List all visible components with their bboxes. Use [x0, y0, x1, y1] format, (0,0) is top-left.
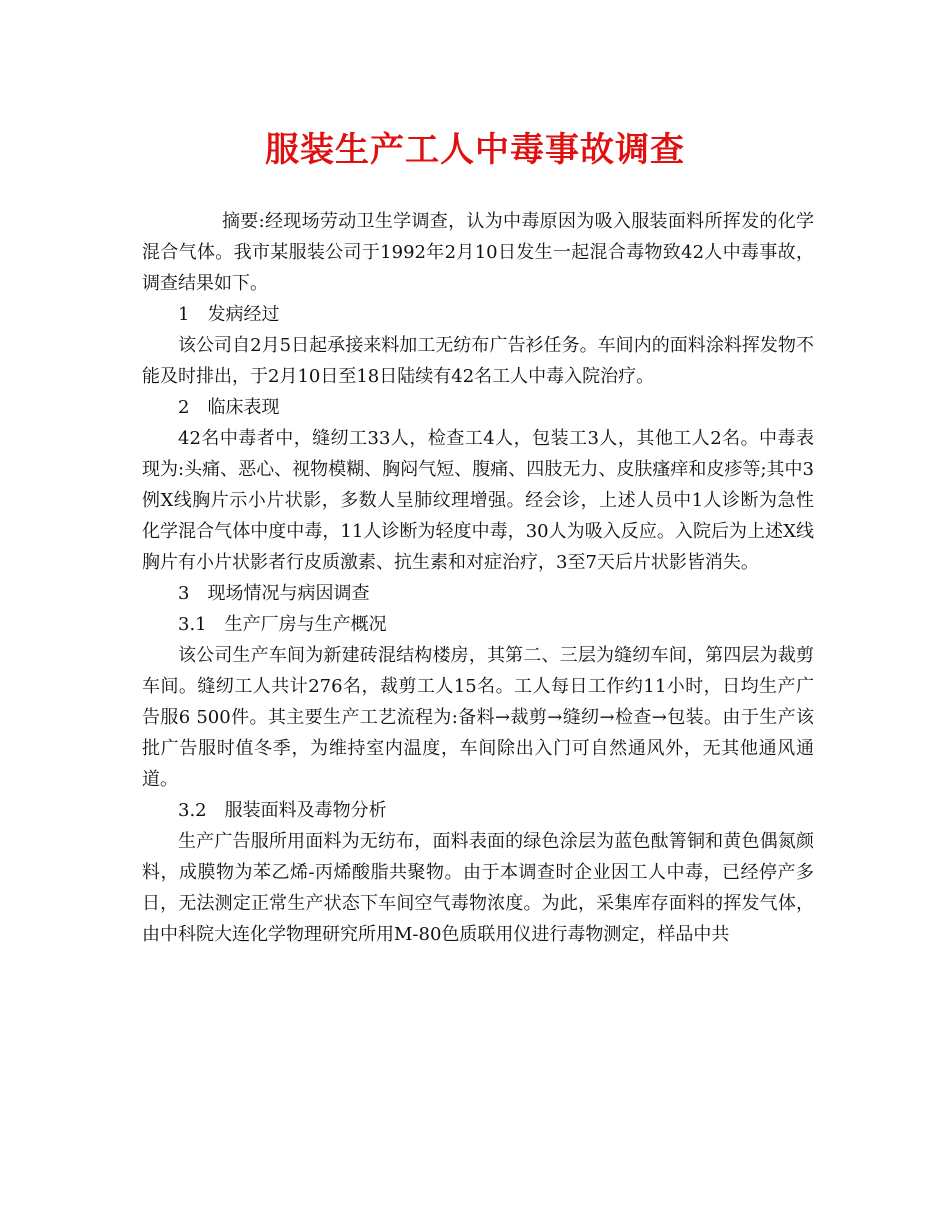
document-title: 服装生产工人中毒事故调查	[265, 130, 685, 170]
body-paragraph: 42名中毒者中，缝纫工33人，检查工4人，包装工3人，其他工人2名。中毒表现为:头痛、恶心、视物模糊、胸闷气短、腹痛、四肢无力、皮肤瘙痒和皮疹等;其中3例X线胸片示小片状影，多数人呈肺纹理增强。经会诊，上述人员中1人诊断为急性化学混合气体中度中毒，11人诊断为轻度中毒，30人为吸入反应。入院后为上述X线胸片有小片状影者行皮质激素、抗生素和对症治疗，3至7天后片状影皆消失。	[142, 428, 814, 573]
section-heading-1: 1 发病经过	[178, 304, 280, 325]
subsection-heading-3-2: 3.2 服装面料及毒物分析	[178, 800, 387, 821]
body-paragraph: 生产广告服所用面料为无纺布，面料表面的绿色涂层为蓝色酞箐铜和黄色偶氮颜料，成膜物为苯乙烯-丙烯酸脂共聚物。由于本调查时企业因工人中毒，已经停产多日，无法测定正常生产状态下车间空气毒物浓度。为此，采集库存面料的挥发气体，由中科院大连化学物理研究所用M-80色质联用仪进行毒物测定，样品中共	[142, 831, 814, 945]
abstract-paragraph: 摘要:经现场劳动卫生学调查，认为中毒原因为吸入服装面料所挥发的化学混合气体。我市某服装公司于1992年2月10日发生一起混合毒物致42人中毒事故，调查结果如下。	[142, 211, 814, 294]
subsection-heading-3-1: 3.1 生产厂房与生产概况	[178, 614, 387, 635]
body-paragraph: 该公司生产车间为新建砖混结构楼房，其第二、三层为缝纫车间，第四层为裁剪车间。缝纫工人共计276名，裁剪工人15名。工人每日工作约11小时，日均生产广告服6 500件。其主要生产工艺流程为:备料→裁剪→缝纫→检查→包装。由于生产该批广告服时值冬季，为维持室内温度，车间除出入门可自然通风外，无其他通风通道。	[142, 645, 814, 790]
section-heading-3: 3 现场情况与病因调查	[178, 583, 370, 604]
body-paragraph: 该公司自2月5日起承接来料加工无纺布广告衫任务。车间内的面料涂料挥发物不能及时排出，于2月10日至18日陆续有42名工人中毒入院治疗。	[142, 335, 814, 387]
section-heading-2: 2 临床表现	[178, 397, 280, 418]
document-body	[142, 206, 814, 950]
